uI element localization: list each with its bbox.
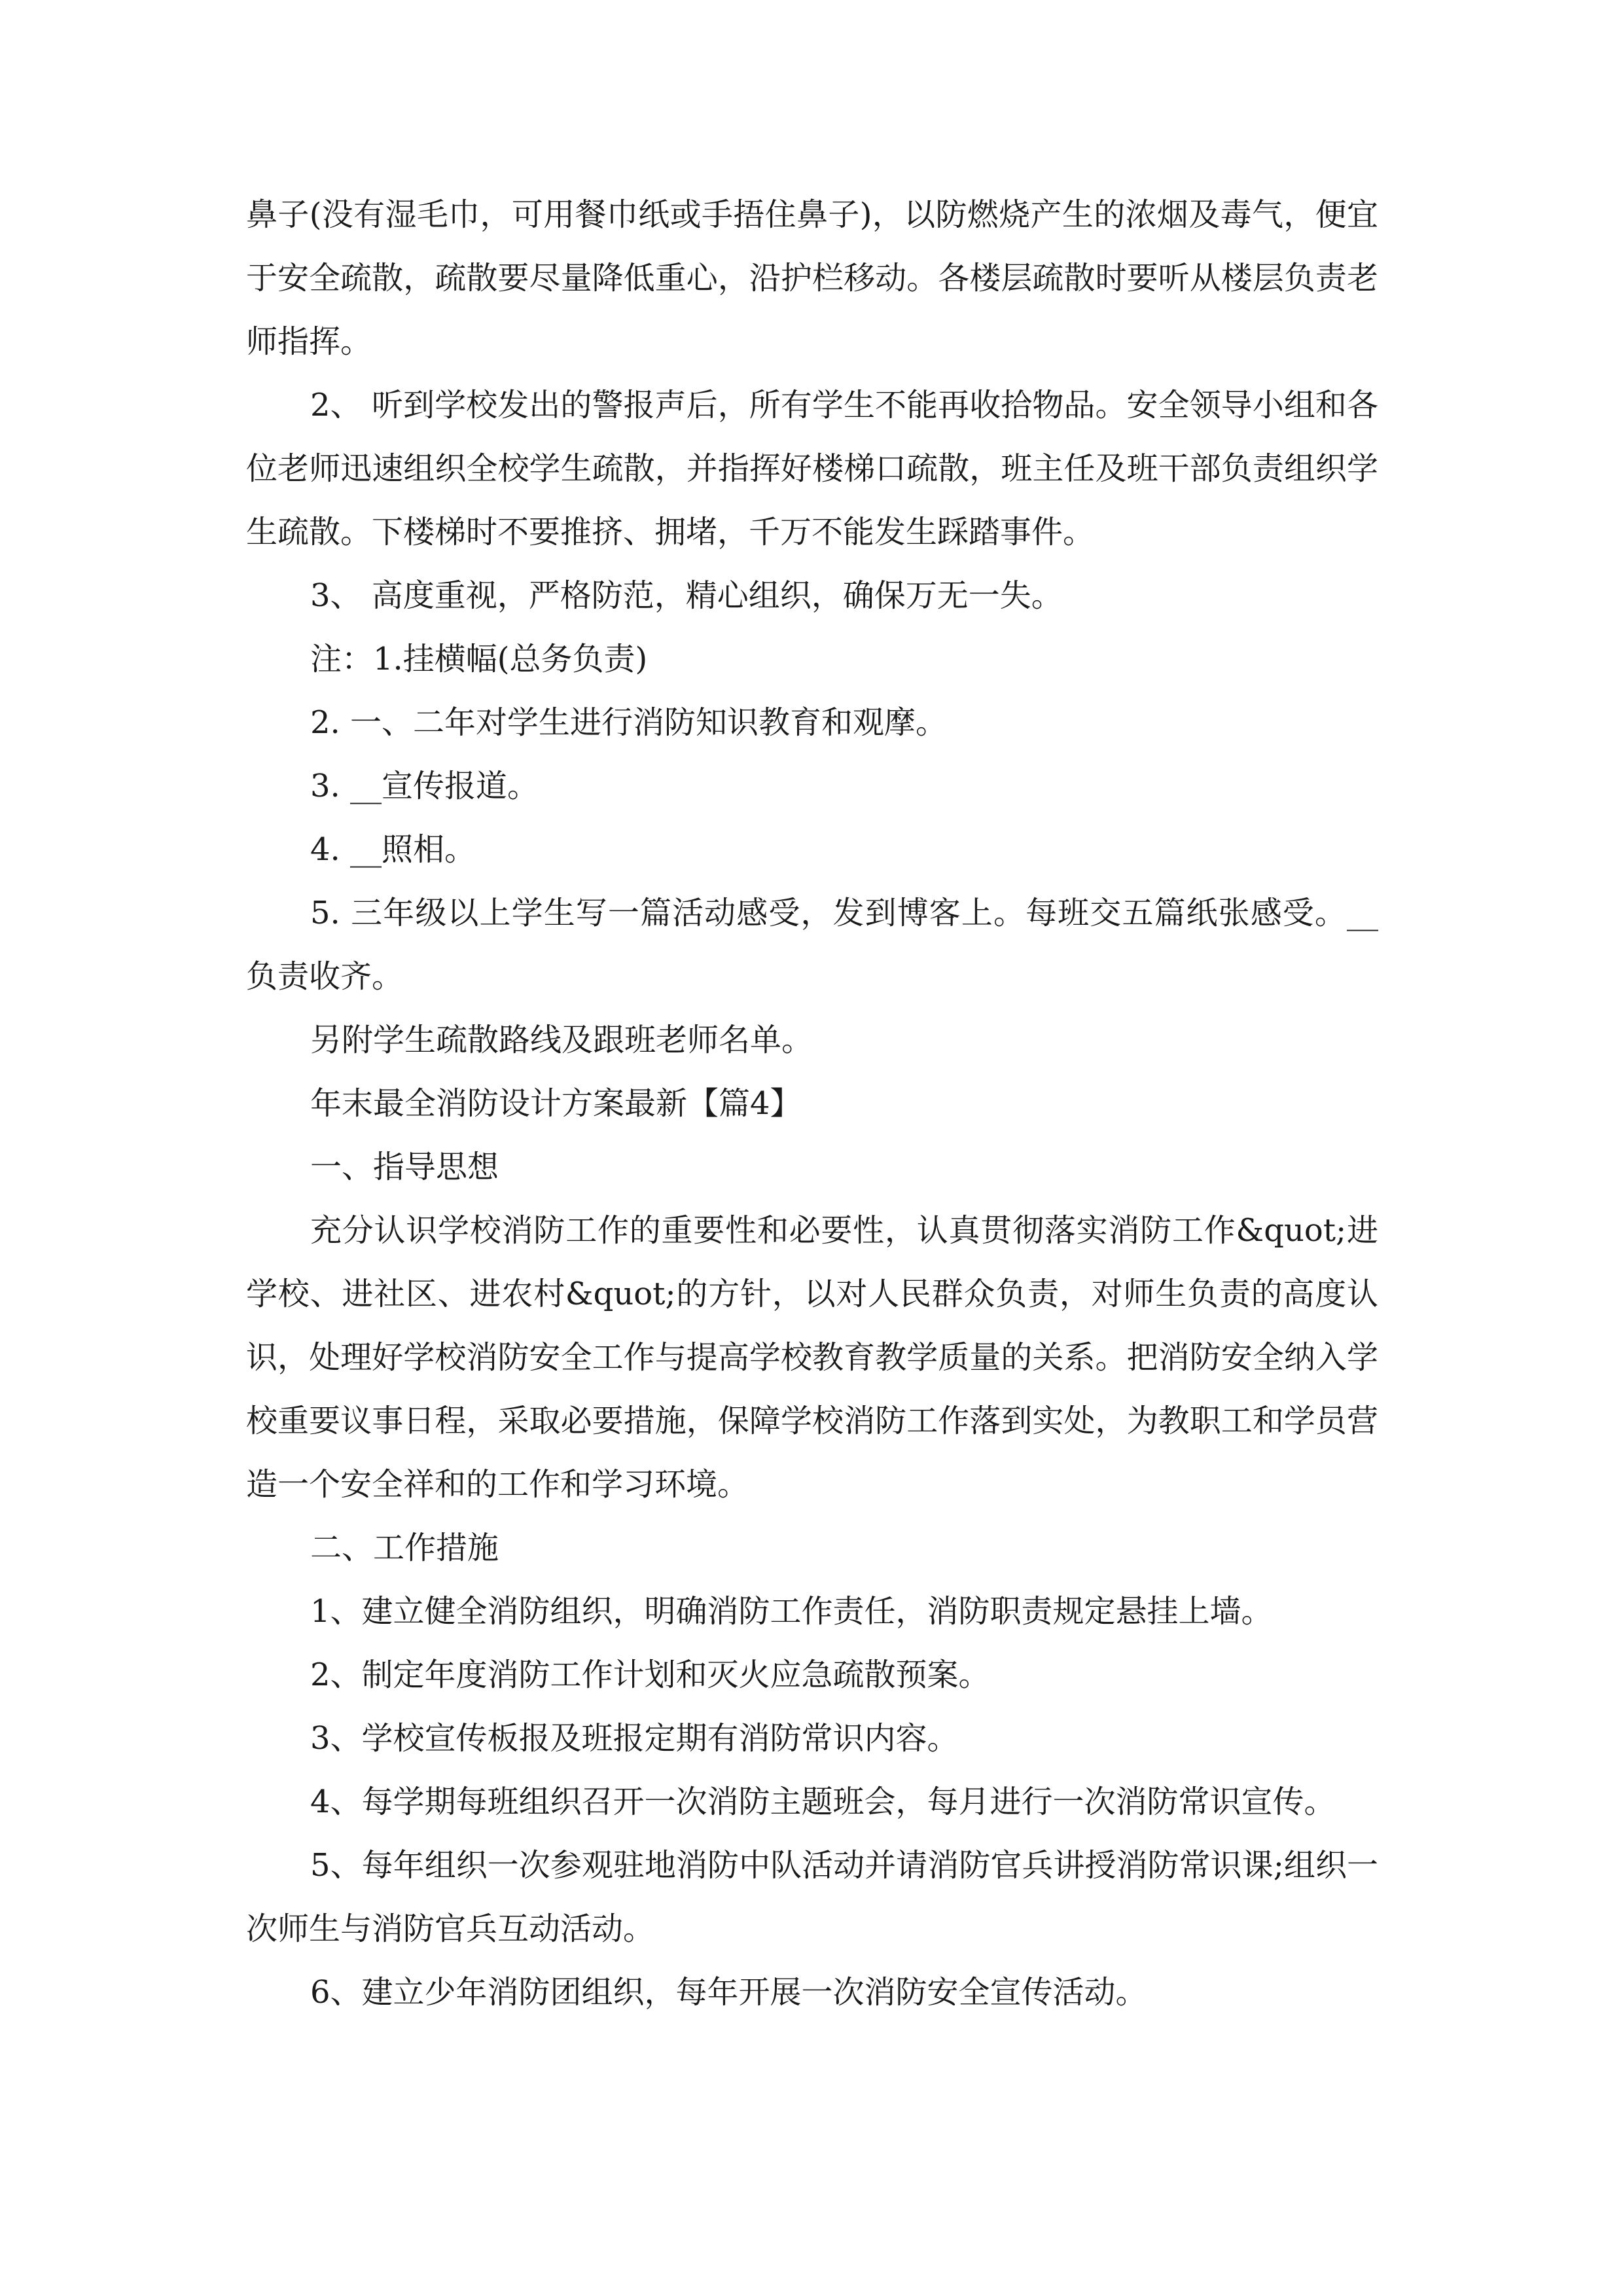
document-page bbox=[246, 183, 1378, 2024]
body-paragraph: 另附学生疏散路线及跟班老师名单。 bbox=[310, 1022, 813, 1058]
body-paragraph: 2、 听到学校发出的警报声后，所有学生不能再收拾物品。安全领导小组和各位老师迅速组织全校学生疏散，并指挥好楼梯口疏散，班主任及班干部负责组织学生疏散。下楼梯时不要推挤、拥堵，千万不能发生踩踏事件。 bbox=[246, 387, 1378, 550]
list-item: 1、建立健全消防组织，明确消防工作责任，消防职责规定悬挂上墙。 bbox=[310, 1593, 1273, 1630]
body-paragraph: 3、 高度重视，严格防范，精心组织，确保万无一失。 bbox=[310, 577, 1063, 614]
list-item: 2、制定年度消防工作计划和灭火应急疏散预案。 bbox=[310, 1657, 990, 1693]
note-line: 2. 一、二年对学生进行消防知识教育和观摩。 bbox=[310, 704, 948, 741]
list-item: 3、学校宣传板报及班报定期有消防常识内容。 bbox=[310, 1720, 959, 1757]
section-heading: 一、指导思想 bbox=[310, 1149, 499, 1185]
body-paragraph: 充分认识学校消防工作的重要性和必要性，认真贯彻落实消防工作&quot;进学校、进社区、进农村&quot;的方针，以对人民群众负责，对师生负责的高度认识，处理好学校消防安全工作与提高学校教育教学质量的关系。把消防安全纳入学校重要议事日程，采取必要措施，保障学校消防工作落到实处，为教职工和学员营造一个安全祥和的工作和学习环境。 bbox=[246, 1212, 1378, 1503]
note-line: 4. __照相。 bbox=[310, 831, 476, 868]
note-line: 5. 三年级以上学生写一篇活动感受，发到博客上。每班交五篇纸张感受。__负责收齐。 bbox=[246, 895, 1378, 995]
section-title: 年末最全消防设计方案最新【篇4】 bbox=[310, 1085, 802, 1122]
note-line: 注：1.挂横幅(总务负责) bbox=[310, 641, 648, 677]
section-heading: 二、工作措施 bbox=[310, 1530, 499, 1566]
list-item: 4、每学期每班组织召开一次消防主题班会，每月进行一次消防常识宣传。 bbox=[310, 1784, 1336, 1820]
body-paragraph: 鼻子(没有湿毛巾，可用餐巾纸或手捂住鼻子)，以防燃烧产生的浓烟及毒气，便宜于安全疏散，疏散要尽量降低重心，沿护栏移动。各楼层疏散时要听从楼层负责老师指挥。 bbox=[246, 196, 1378, 360]
note-line: 3. __宣传报道。 bbox=[310, 768, 539, 804]
list-item: 6、建立少年消防团组织，每年开展一次消防安全宣传活动。 bbox=[310, 1974, 1147, 2011]
list-item: 5、每年组织一次参观驻地消防中队活动并请消防官兵讲授消防常识课;组织一次师生与消防官兵互动活动。 bbox=[246, 1847, 1378, 1947]
